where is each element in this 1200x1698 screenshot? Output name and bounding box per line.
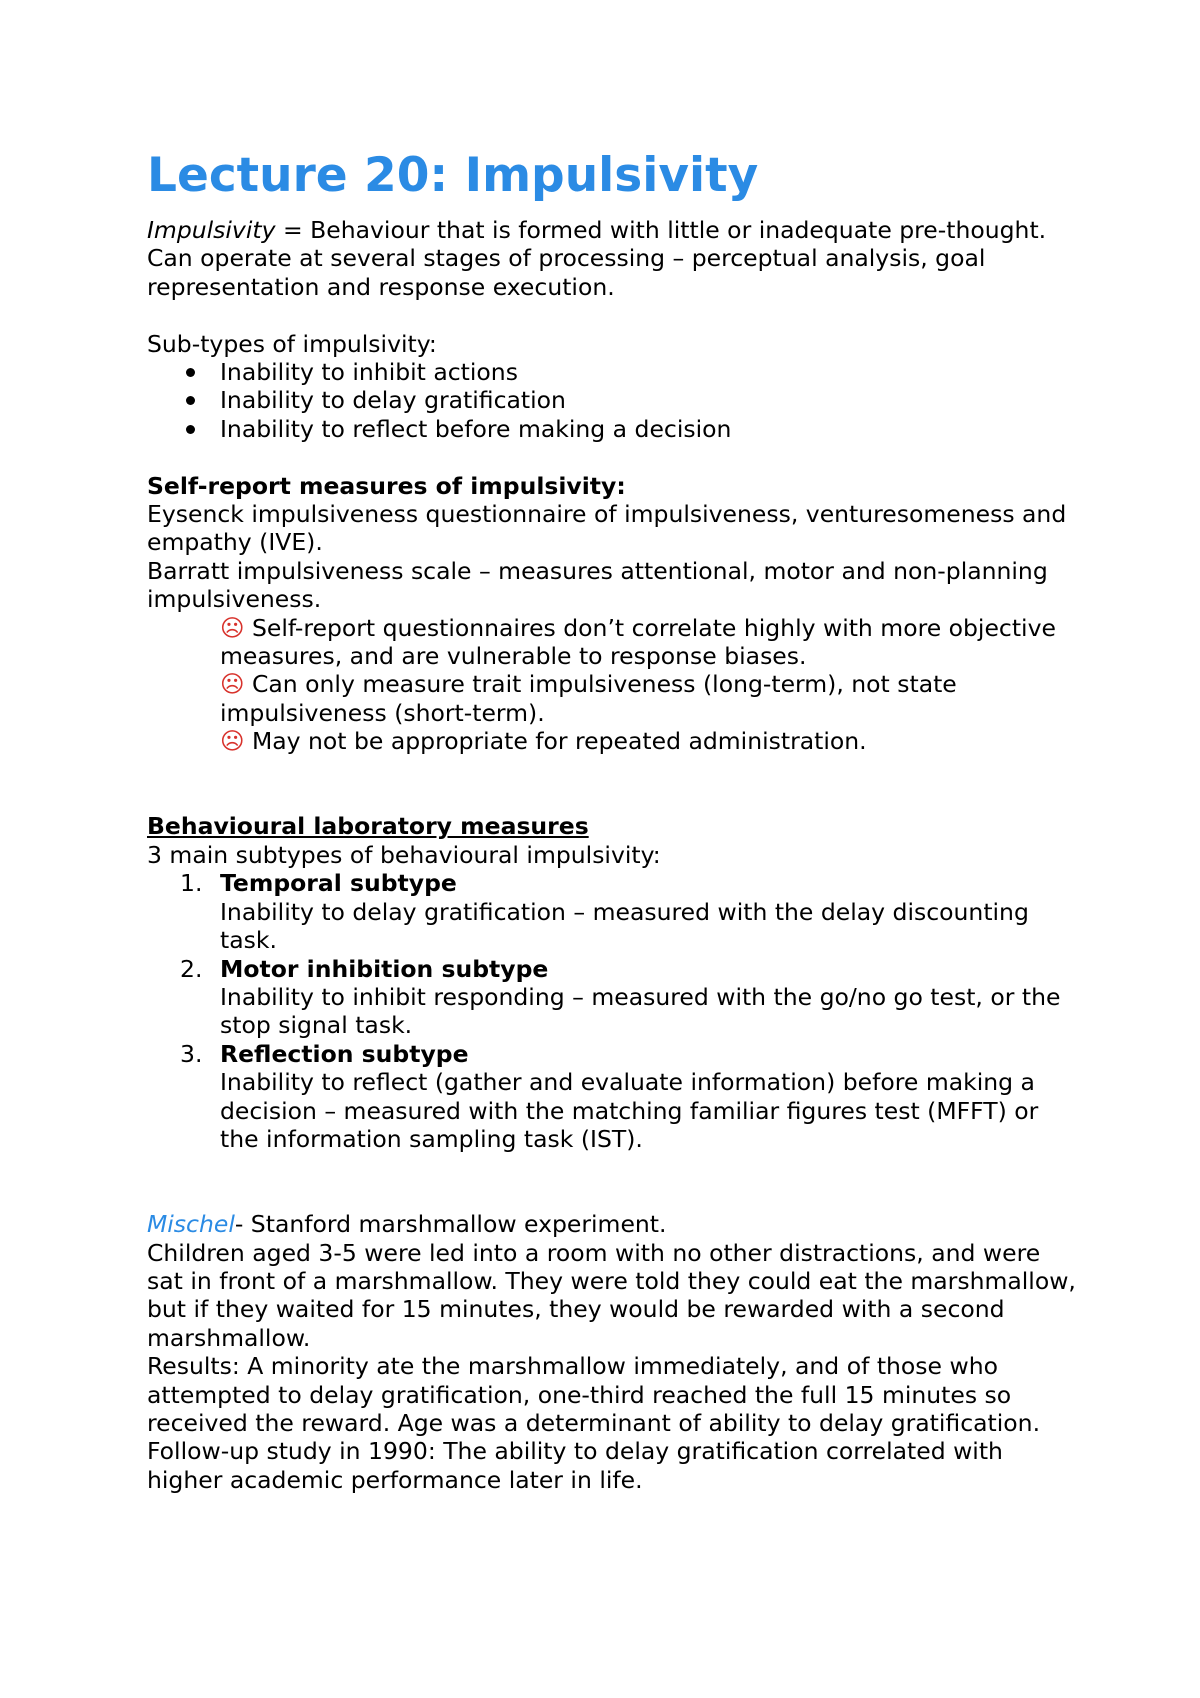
definition-term: Impulsivity [147,216,276,244]
subtype-title: Motor inhibition subtype [220,954,549,983]
self-report-line: Barratt impulsiveness scale – measures attentional, motor and non-planning impulsiveness. [147,556,1048,614]
self-report-heading: Self-report measures of impulsivity: [147,471,626,500]
con-text: May not be appropriate for repeated administration. [251,727,867,756]
mischel-paragraph: Follow-up study in 1990: The ability to delay gratification correlated with higher academic performance later in life. [147,1437,1003,1494]
subtype-description: Inability to inhibit responding – measured with the go/no go test, or the stop signal task. [220,982,1061,1040]
definition-paragraph [147,216,1077,301]
mischel-paragraph: Results: A minority ate the marshmallow immediately, and of those who attempted to delay gratification, one-third reached the full 15 minutes so received the reward. Age was a determinant of ability to delay gratification. [147,1352,1041,1437]
list-number: 3. [180,1039,203,1068]
list-item: Inability to reflect before making a decision [220,415,1077,443]
subtype-title: Reflection subtype [220,1039,469,1068]
subtype-description: Inability to reflect (gather and evaluate information) before making a decision – measured with the matching familiar figures test (MFFT) or the information sampling task (IST). [220,1068,1039,1153]
list-item [180,869,1077,955]
frown-icon: ☹ [220,613,245,642]
mischel-name: Mischel [147,1210,235,1239]
subtype-description: Inability to delay gratification – measured with the delay discounting task. [220,897,1029,955]
mischel-paragraph: Children aged 3-5 were led into a room with no other distractions, and were sat in front of a marshmallow. They were told they could eat the marshmallow, but if they waited for 15 minutes, they would be rewarded with a second marshmallow. [147,1238,1076,1352]
frown-icon: ☹ [220,670,245,699]
list-number: 1. [180,869,203,898]
mischel-heading [147,1210,1077,1238]
self-report-cons [147,614,1077,756]
mischel-title: - Stanford marshmallow experiment. [234,1210,667,1239]
con-item [220,614,1077,671]
list-item [180,1039,1077,1154]
con-text: Self-report questionnaires don’t correlate highly with more objective measures, and are vulnerable to response biases. [220,613,1056,671]
subtypes-intro: Sub-types of impulsivity: [147,329,437,358]
list-number: 2. [180,954,203,983]
spacer [147,1153,1077,1210]
subtypes-list [147,358,1077,443]
page-title: Lecture 20: Impulsivity [147,148,759,203]
list-item [180,954,1077,1040]
list-item: Inability to delay gratification [220,386,1077,414]
frown-icon: ☹ [220,727,245,756]
spacer [147,443,1077,471]
con-text: Can only measure trait impulsiveness (long-term), not state impulsiveness (short-term). [220,670,957,727]
list-item: Inability to inhibit actions [220,358,1077,386]
definition-text: = Behaviour that is formed with little or inadequate pre-thought. Can operate at several stages of processing – perceptual analysis, goal representation and response execution. [147,216,1047,301]
spacer [147,756,1077,813]
behavioural-subtypes-list [147,869,1077,1153]
behavioural-intro: 3 main subtypes of behavioural impulsivity: [147,840,661,869]
subtype-title: Temporal subtype [220,869,457,898]
document-body [147,148,1077,1494]
con-item [220,727,1077,755]
spacer [147,301,1077,329]
con-item [220,670,1077,727]
self-report-line: Eysenck impulsiveness questionnaire of impulsiveness, venturesomeness and empathy (IVE). [147,500,1067,557]
behavioural-heading: Behavioural laboratory measures [147,812,589,841]
